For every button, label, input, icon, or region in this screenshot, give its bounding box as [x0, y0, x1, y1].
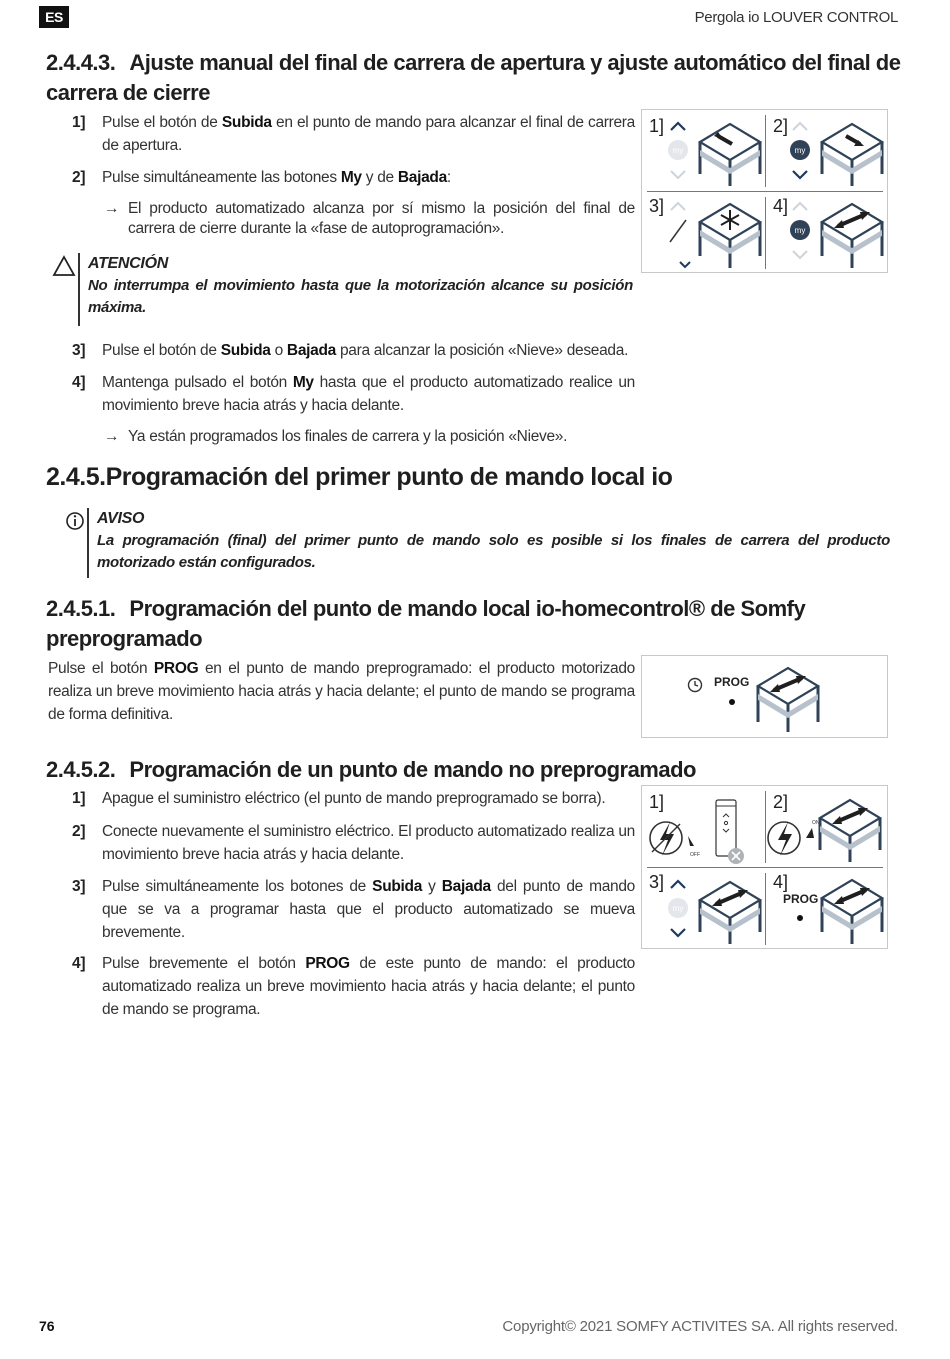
lightning-icon [778, 822, 792, 856]
figure-divider [647, 191, 883, 192]
step-bold: Subida [372, 878, 423, 895]
body-text: en el punto de mando preprogramado: el producto motorizado realiza un breve movimiento hacia atrás y hacia delante; el punto de mando se programa de forma definitiva. [48, 660, 635, 723]
warning-title: ATENCIÓN [88, 255, 168, 272]
section-title-line2: preprogramado [46, 626, 203, 651]
figure-step-label: 2] [773, 792, 789, 812]
section-2451-body [48, 657, 635, 726]
figure-divider [765, 115, 766, 187]
step-text: Pulse simultáneamente los botones de [102, 878, 373, 895]
step-3 [72, 339, 635, 362]
arrow-right-icon: → [104, 200, 120, 217]
step-text: Pulse el botón de [102, 342, 221, 359]
step-text: de este punto de mando: el producto automatizado realiza un breve movimiento hacia atrás y hacia delante; el punto de mando se programa. [102, 955, 636, 1018]
step-text: y [422, 878, 442, 895]
figure-step-label: 2] [773, 116, 789, 136]
arrow-right-icon: → [104, 428, 120, 445]
step-bold: My [340, 169, 362, 186]
step-text: del punto de mando que se va a programar hasta que el producto automatizado se mueva brevemente. [102, 878, 635, 941]
section-2452-heading [46, 755, 906, 785]
figure-limit-adjust [641, 109, 888, 273]
document-title: Pergola io LOUVER CONTROL [694, 9, 898, 26]
step-text: o [270, 342, 287, 359]
body-text: Pulse el botón [48, 660, 154, 677]
notice-box [87, 508, 890, 578]
section-number: 2.4.5.1. [46, 596, 116, 621]
step-number: 3] [72, 342, 86, 359]
step-number: 2] [72, 823, 86, 840]
power-on-illustration [766, 794, 886, 866]
section-2443-heading [46, 48, 906, 108]
section-number: 2.4.5. [46, 463, 106, 491]
step-text: Pulse el botón de [102, 114, 222, 131]
pergola-prog-illustration [816, 874, 886, 946]
step-2 [72, 166, 635, 189]
pergola-prog-illustration [752, 662, 822, 734]
step-4 [72, 371, 635, 417]
step-text: Pulse brevemente el botón [102, 955, 306, 972]
figure-step-label: 1] [649, 792, 665, 812]
prog-label: PROG [714, 675, 750, 689]
my-button-label: my [794, 146, 806, 155]
remote-icon [716, 800, 736, 856]
pergola-updown-illustration [666, 874, 762, 946]
step-bold: Subida [221, 114, 272, 131]
pergola-snow-illustration [666, 196, 762, 272]
step-number: 4] [72, 374, 86, 391]
section-number: 2.4.4.3. [46, 50, 116, 75]
figure-step-label: 3] [649, 196, 665, 216]
copyright: Copyright© 2021 SOMFY ACTIVITES SA. All rights reserved. [502, 1318, 898, 1335]
prog-button-icon [726, 696, 738, 708]
prog-label: PROG [783, 892, 819, 906]
step-4-result [104, 427, 635, 447]
power-off-illustration [648, 794, 760, 866]
step-text: Conecte nuevamente el suministro eléctrico. El producto automatizado realiza un movimiento breve hacia atrás y hacia delante. [102, 823, 635, 863]
step-number: 1] [72, 114, 86, 131]
figure-step-label: 4] [773, 872, 789, 892]
section-title: Programación de un punto de mando no preprogramado [129, 757, 696, 782]
step-number: 1] [72, 790, 86, 807]
step-number: 4] [72, 955, 86, 972]
figure-non-preprogrammed [641, 785, 888, 949]
section-title-line2: carrera de cierre [46, 80, 210, 105]
section-title: Programación del primer punto de mando local io [105, 463, 673, 491]
language-badge: ES [39, 6, 69, 28]
figure-step-label: 1] [649, 116, 665, 136]
figure-step-label: 3] [649, 872, 665, 892]
step-text: y de [361, 169, 398, 186]
lightning-icon [660, 822, 674, 856]
figure-prog [641, 655, 888, 738]
my-button-label: my [672, 904, 684, 913]
step-bold: Subida [220, 342, 271, 359]
body-bold: PROG [153, 660, 199, 677]
figure-divider [765, 197, 766, 269]
my-button-label: my [794, 226, 806, 235]
section-245-heading [46, 462, 906, 492]
step-2-result [104, 199, 635, 239]
step-text: en el punto de mando para alcanzar el final de carrera de apertura. [102, 114, 635, 154]
step-bold: My [292, 374, 314, 391]
section-title-line1: Programación del punto de mando local io-homecontrol® de Somfy [129, 596, 806, 621]
step-text: para alcanzar la posición «Nieve» deseada. [335, 342, 629, 359]
step-number: 3] [72, 878, 86, 895]
step-text: Apague el suministro eléctrico (el punto de mando preprogramado se borra). [102, 790, 606, 807]
result-text: El producto automatizado alcanza por sí mismo la posición del final de carrera de cierre durante la «fase de autoprogramación». [128, 200, 635, 237]
pergola-move-illustration [788, 196, 884, 272]
step-1 [72, 787, 635, 810]
page-number: 76 [39, 1318, 55, 1334]
pergola-open-illustration [666, 116, 762, 188]
figure-divider [765, 873, 766, 945]
warning-box [78, 253, 633, 326]
notice-text: La programación (final) del primer punto de mando solo es posible si los finales de carrera del producto motorizado están configurados. [97, 532, 890, 571]
off-label: OFF [690, 852, 700, 858]
pergola-close-illustration [788, 116, 884, 188]
section-number: 2.4.5.2. [46, 757, 116, 782]
step-text: Pulse simultáneamente las botones [102, 169, 341, 186]
section-title-line1: Ajuste manual del final de carrera de apertura y ajuste automático del final de [129, 50, 901, 75]
step-1 [72, 111, 635, 157]
timer-icon [686, 676, 704, 694]
step-4 [72, 952, 636, 1021]
figure-divider [647, 867, 883, 868]
figure-step-label: 4] [773, 196, 789, 216]
step-2 [72, 820, 635, 866]
result-text: Ya están programados los finales de carrera y la posición «Nieve». [128, 428, 568, 445]
on-label: ON [812, 820, 820, 826]
warning-text: No interrumpa el movimiento hasta que la motorización alcance su posición máxima. [88, 277, 633, 316]
prog-button-icon [794, 912, 806, 924]
step-number: 2] [72, 169, 86, 186]
step-bold: Bajada [441, 878, 491, 895]
my-button-label: my [672, 146, 684, 155]
step-3 [72, 875, 635, 944]
warning-triangle-icon [52, 255, 76, 277]
step-text: Mantenga pulsado el botón [102, 374, 293, 391]
step-bold: Bajada [286, 342, 336, 359]
step-text: : [446, 169, 451, 186]
notice-title: AVISO [97, 510, 145, 527]
section-2451-heading [46, 594, 906, 654]
step-bold: PROG [305, 955, 350, 972]
step-bold: Bajada [397, 169, 447, 186]
info-icon [65, 511, 85, 531]
step-text: hasta que el producto automatizado realice un movimiento breve hacia atrás y hacia delante. [102, 374, 635, 414]
